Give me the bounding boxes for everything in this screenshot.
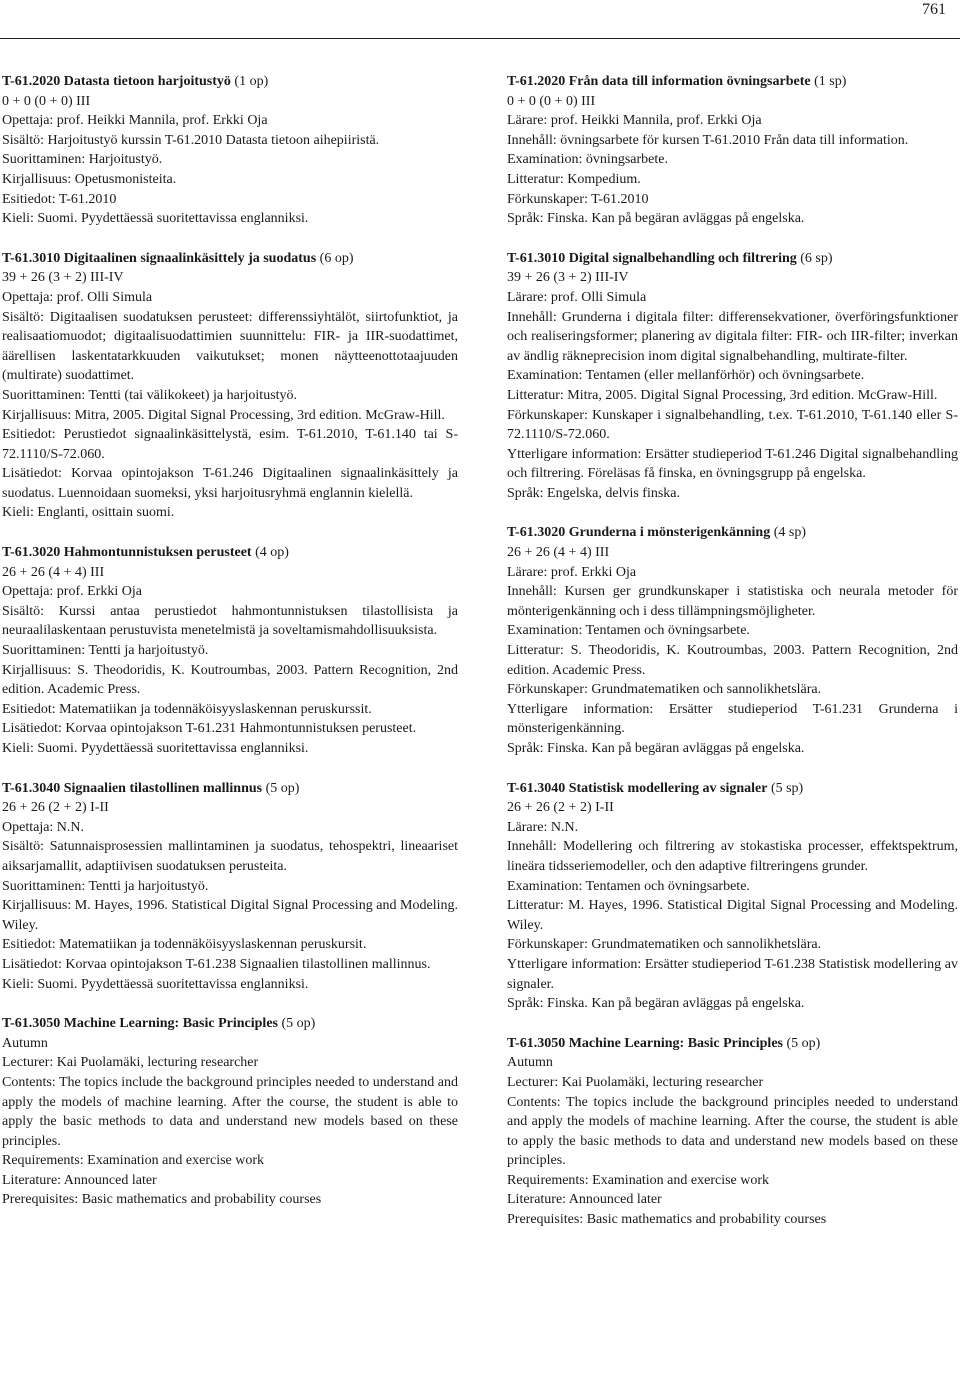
course-detail-line: Språk: Finska. Kan på begäran avläggas på engelska. (507, 211, 805, 227)
course-detail-line: Litteratur: S. Theodoridis, K. Koutroumbas, 2003. Pattern Recognition, 2nd edition. Academic Press. (507, 643, 958, 678)
course-detail-line: Lecturer: Kai Puolamäki, lecturing researcher (2, 1055, 259, 1071)
course-detail-line: Kieli: Suomi. Pyydettäessä suoritettavissa englanniksi. (2, 741, 309, 756)
course-code-name: T-61.3020 Hahmontunnistuksen perusteet (2, 545, 252, 561)
right-column-swedish (507, 72, 958, 1250)
course-detail-line: Förkunskaper: Kunskaper i signalbehandling, t.ex. T-61.2010, T-61.140 eller S-72.1110/S-72.060. (507, 407, 958, 443)
course-detail-line: Requirements: Examination and exercise work (2, 1153, 265, 1169)
course-detail-line: Ytterligare information: Ersätter studieperiod T-61.231 Grunderna i mönsterigenkänning. (507, 701, 958, 737)
course-title (507, 1034, 958, 1054)
course-detail-line: Autumn (2, 1035, 48, 1051)
course-detail-line: Prerequisites: Basic mathematics and probability courses (2, 1192, 322, 1208)
course-detail-line: 39 + 26 (3 + 2) III-IV (2, 270, 124, 286)
course-entry (2, 249, 458, 523)
course-entry (2, 1014, 458, 1210)
course-entry (2, 72, 458, 229)
course-title (2, 1014, 458, 1034)
course-detail-line: Requirements: Examination and exercise work (507, 1172, 770, 1188)
course-code-name: T-61.2020 Från data till information övningsarbete (507, 74, 811, 89)
course-detail-line: 0 + 0 (0 + 0) III (507, 93, 596, 109)
left-column-finnish (2, 72, 458, 1230)
course-detail-line: Lisätiedot: Korvaa opintojakson T-61.231 Hahmontunnistuksen perusteet. (2, 721, 417, 737)
course-detail-line: Contents: The topics include the background principles needed to understand and apply the models of machine learning. After the course, the student is able to apply the basic methods to data and understand new models based on these principles. (2, 1074, 458, 1149)
course-detail-line: Esitiedot: Matematiikan ja todennäköisyyslaskennan peruskurssit. (2, 701, 372, 717)
course-detail-line: Opettaja: prof. Heikki Mannila, prof. Erkki Oja (2, 113, 268, 129)
course-detail-line: 39 + 26 (3 + 2) III-IV (507, 270, 629, 286)
course-code-name: T-61.3050 Machine Learning: Basic Principles (507, 1035, 783, 1051)
course-detail-line: Sisältö: Satunnaisprosessien mallintaminen ja suodatus, tehospektri, lineaariset aiksarjamallit, adaptiivisen suodatuksen perusteita. (2, 839, 458, 874)
course-detail-line: 26 + 26 (4 + 4) III (507, 545, 610, 561)
course-title (507, 779, 958, 799)
course-detail-line: Opettaja: N.N. (2, 819, 85, 835)
course-detail-line: Innehåll: Modellering och filtrering av stokastiska processer, effektspektrum, lineära tidsseriemodeller, och den adaptive filtreringens grunder. (507, 839, 958, 874)
course-detail-line: Kirjallisuus: S. Theodoridis, K. Koutroumbas, 2003. Pattern Recognition, 2nd edition. Academic Press. (2, 662, 458, 698)
course-detail-line: 26 + 26 (4 + 4) III (2, 564, 105, 580)
course-credits: (4 op) (255, 545, 289, 561)
course-detail-line: Kirjallisuus: Opetusmonisteita. (2, 171, 177, 187)
course-code-name: T-61.2020 Datasta tietoon harjoitustyö (2, 74, 231, 89)
course-detail-line: Innehåll: Grunderna i digitala filter: differensekvationer, överföringsfunktioner och realiseringsformer; planering av digitala filter: FIR- och IIR-filter; inverkan av ändlig räkneprecision inom digital signalbehandling, multirate-filter. (507, 309, 958, 364)
course-detail-line: Prerequisites: Basic mathematics and probability courses (507, 1212, 827, 1228)
course-credits: (5 op) (281, 1016, 316, 1032)
course-detail-line: Språk: Finska. Kan på begäran avläggas på engelska. (507, 741, 805, 756)
course-title (2, 249, 458, 269)
course-entry (2, 779, 458, 995)
course-title (2, 779, 458, 799)
header-rule (0, 38, 960, 39)
course-detail-line: Förkunskaper: Grundmatematiken och sannolikhetslära. (507, 682, 822, 698)
course-detail-line: Ytterligare information: Ersätter studieperiod T-61.238 Statistisk modellering av signaler. (507, 956, 958, 992)
course-detail-line: Opettaja: prof. Olli Simula (2, 289, 153, 305)
course-code-name: T-61.3010 Digitaalinen signaalinkäsittely ja suodatus (2, 250, 317, 266)
course-detail-line: Lärare: prof. Heikki Mannila, prof. Erkki Oja (507, 113, 762, 129)
course-entry (507, 72, 958, 229)
course-detail-line: Esitiedot: T-61.2010 (2, 191, 117, 207)
course-detail-line: Förkunskaper: Grundmatematiken och sannolikhetslära. (507, 937, 822, 953)
course-entry (507, 249, 958, 504)
course-detail-line: Suorittaminen: Tentti (tai välikokeet) ja harjoitustyö. (2, 387, 298, 403)
course-detail-line: Autumn (507, 1055, 553, 1071)
course-code-name: T-61.3020 Grunderna i mönsterigenkänning (507, 525, 771, 541)
course-detail-line: Suorittaminen: Tentti ja harjoitustyö. (2, 878, 209, 894)
course-credits: (1 op) (234, 74, 269, 89)
course-title (507, 523, 958, 543)
course-title (507, 72, 958, 92)
course-detail-line: 26 + 26 (2 + 2) I-II (2, 800, 109, 816)
course-detail-line: Examination: Tentamen och övningsarbete. (507, 878, 750, 894)
course-detail-line: Litteratur: Kompedium. (507, 171, 641, 187)
course-detail-line: Lärare: prof. Olli Simula (507, 289, 647, 305)
course-credits: (6 op) (319, 250, 354, 266)
course-detail-line: Kieli: Suomi. Pyydettäessä suoritettavissa englanniksi. (2, 976, 309, 992)
course-detail-line: Kirjallisuus: M. Hayes, 1996. Statistical Digital Signal Processing and Modeling. Wiley. (2, 898, 458, 933)
course-credits: (5 op) (786, 1035, 821, 1051)
course-code-name: T-61.3040 Statistisk modellering av signaler (507, 780, 768, 796)
course-credits: (5 sp) (770, 780, 804, 796)
course-code-name: T-61.3010 Digital signalbehandling och filtrering (507, 250, 797, 266)
course-detail-line: Lisätiedot: Korvaa opintojakson T-61.246 Digitaalinen signaalinkäsittely ja suodatus. Luennoidaan suomeksi, yksi harjoitusryhmä englannin kielellä. (2, 466, 458, 501)
course-title (2, 72, 458, 92)
course-detail-line: Suorittaminen: Harjoitustyö. (2, 152, 163, 168)
course-detail-line: Literature: Announced later (507, 1192, 662, 1208)
course-entry (507, 779, 958, 1014)
course-detail-line: Språk: Engelska, delvis finska. (507, 485, 681, 501)
course-detail-line: Ytterligare information: Ersätter studieperiod T-61.246 Digital signalbehandling och filtrering. Föreläsas få finska, en övningsgrupp på engelska. (507, 446, 958, 482)
course-detail-line: Esitiedot: Matematiikan ja todennäköisyyslaskennan peruskursit. (2, 937, 367, 953)
course-detail-line: Språk: Finska. Kan på begäran avläggas på engelska. (507, 996, 805, 1012)
course-detail-line: Sisältö: Harjoitustyö kurssin T-61.2010 Datasta tietoon aihepiiristä. (2, 132, 380, 148)
course-detail-line: 0 + 0 (0 + 0) III (2, 93, 91, 109)
course-detail-line: Kirjallisuus: Mitra, 2005. Digital Signal Processing, 3rd edition. McGraw-Hill. (2, 407, 445, 423)
course-credits: (5 op) (265, 780, 300, 796)
course-detail-line: Sisältö: Digitaalisen suodatuksen perusteet: differenssiyhtälöt, siirtofunktiot, ja realisaatiomuodot; digitaalisuodattimien suunnittelu: FIR- ja IIR-suodattimet, äärellisen laskentatarkkuuden vaikutukset; monen näytteenottotaajuuden (multirate) suodattimet. (2, 309, 458, 384)
course-detail-line: Innehåll: Kursen ger grundkunskaper i statistiska och neurala metoder för mönterigenkänning och i dess tillämpningsmöjligheter. (507, 584, 958, 619)
course-detail-line: Kieli: Englanti, osittain suomi. (2, 505, 175, 521)
page-number: 761 (922, 1, 946, 18)
course-code-name: T-61.3050 Machine Learning: Basic Principles (2, 1016, 278, 1032)
course-detail-line: 26 + 26 (2 + 2) I-II (507, 800, 614, 816)
course-detail-line: Contents: The topics include the background principles needed to understand and apply the models of machine learning. After the course, the student is able to apply the basic methods to data and understand new models based on these principles. (507, 1094, 958, 1169)
course-title (2, 543, 458, 563)
course-title (507, 249, 958, 269)
course-detail-line: Examination: övningsarbete. (507, 152, 668, 168)
course-detail-line: Sisältö: Kurssi antaa perustiedot hahmontunnistuksen tilastollisista ja neuraalilaskentaan perustuvista menetelmistä ja soveltamismahdollisuuksista. (2, 603, 458, 639)
course-detail-line: Esitiedot: Perustiedot signaalinkäsittelystä, esim. T-61.2010, T-61.140 tai S-72.1110/S-72.060. (2, 427, 458, 462)
course-credits: (4 sp) (773, 525, 806, 541)
course-detail-line: Innehåll: övningsarbete för kursen T-61.2010 Från data till information. (507, 132, 909, 148)
course-entry (2, 543, 458, 759)
course-detail-line: Lisätiedot: Korvaa opintojakson T-61.238 Signaalien tilastollinen mallinnus. (2, 956, 431, 972)
course-detail-line: Litteratur: Mitra, 2005. Digital Signal Processing, 3rd edition. McGraw-Hill. (507, 387, 938, 403)
course-detail-line: Literature: Announced later (2, 1172, 157, 1188)
course-code-name: T-61.3040 Signaalien tilastollinen mallinnus (2, 780, 263, 796)
course-detail-line: Lärare: prof. Erkki Oja (507, 564, 637, 580)
course-detail-line: Lärare: N.N. (507, 819, 579, 835)
course-detail-line: Examination: Tentamen (eller mellanförhör) och övningsarbete. (507, 368, 865, 384)
course-detail-line: Förkunskaper: T-61.2010 (507, 191, 649, 207)
course-detail-line: Examination: Tentamen och övningsarbete. (507, 623, 750, 639)
course-entry (507, 1034, 958, 1230)
course-detail-line: Opettaja: prof. Erkki Oja (2, 584, 142, 600)
course-credits: (1 sp) (814, 74, 847, 89)
course-detail-line: Lecturer: Kai Puolamäki, lecturing researcher (507, 1074, 764, 1090)
course-detail-line: Kieli: Suomi. Pyydettäessä suoritettavissa englanniksi. (2, 211, 309, 227)
course-entry (507, 523, 958, 758)
course-detail-line: Litteratur: M. Hayes, 1996. Statistical Digital Signal Processing and Modeling. Wiley. (507, 898, 958, 933)
course-detail-line: Suorittaminen: Tentti ja harjoitustyö. (2, 643, 209, 659)
course-credits: (6 sp) (800, 250, 833, 266)
